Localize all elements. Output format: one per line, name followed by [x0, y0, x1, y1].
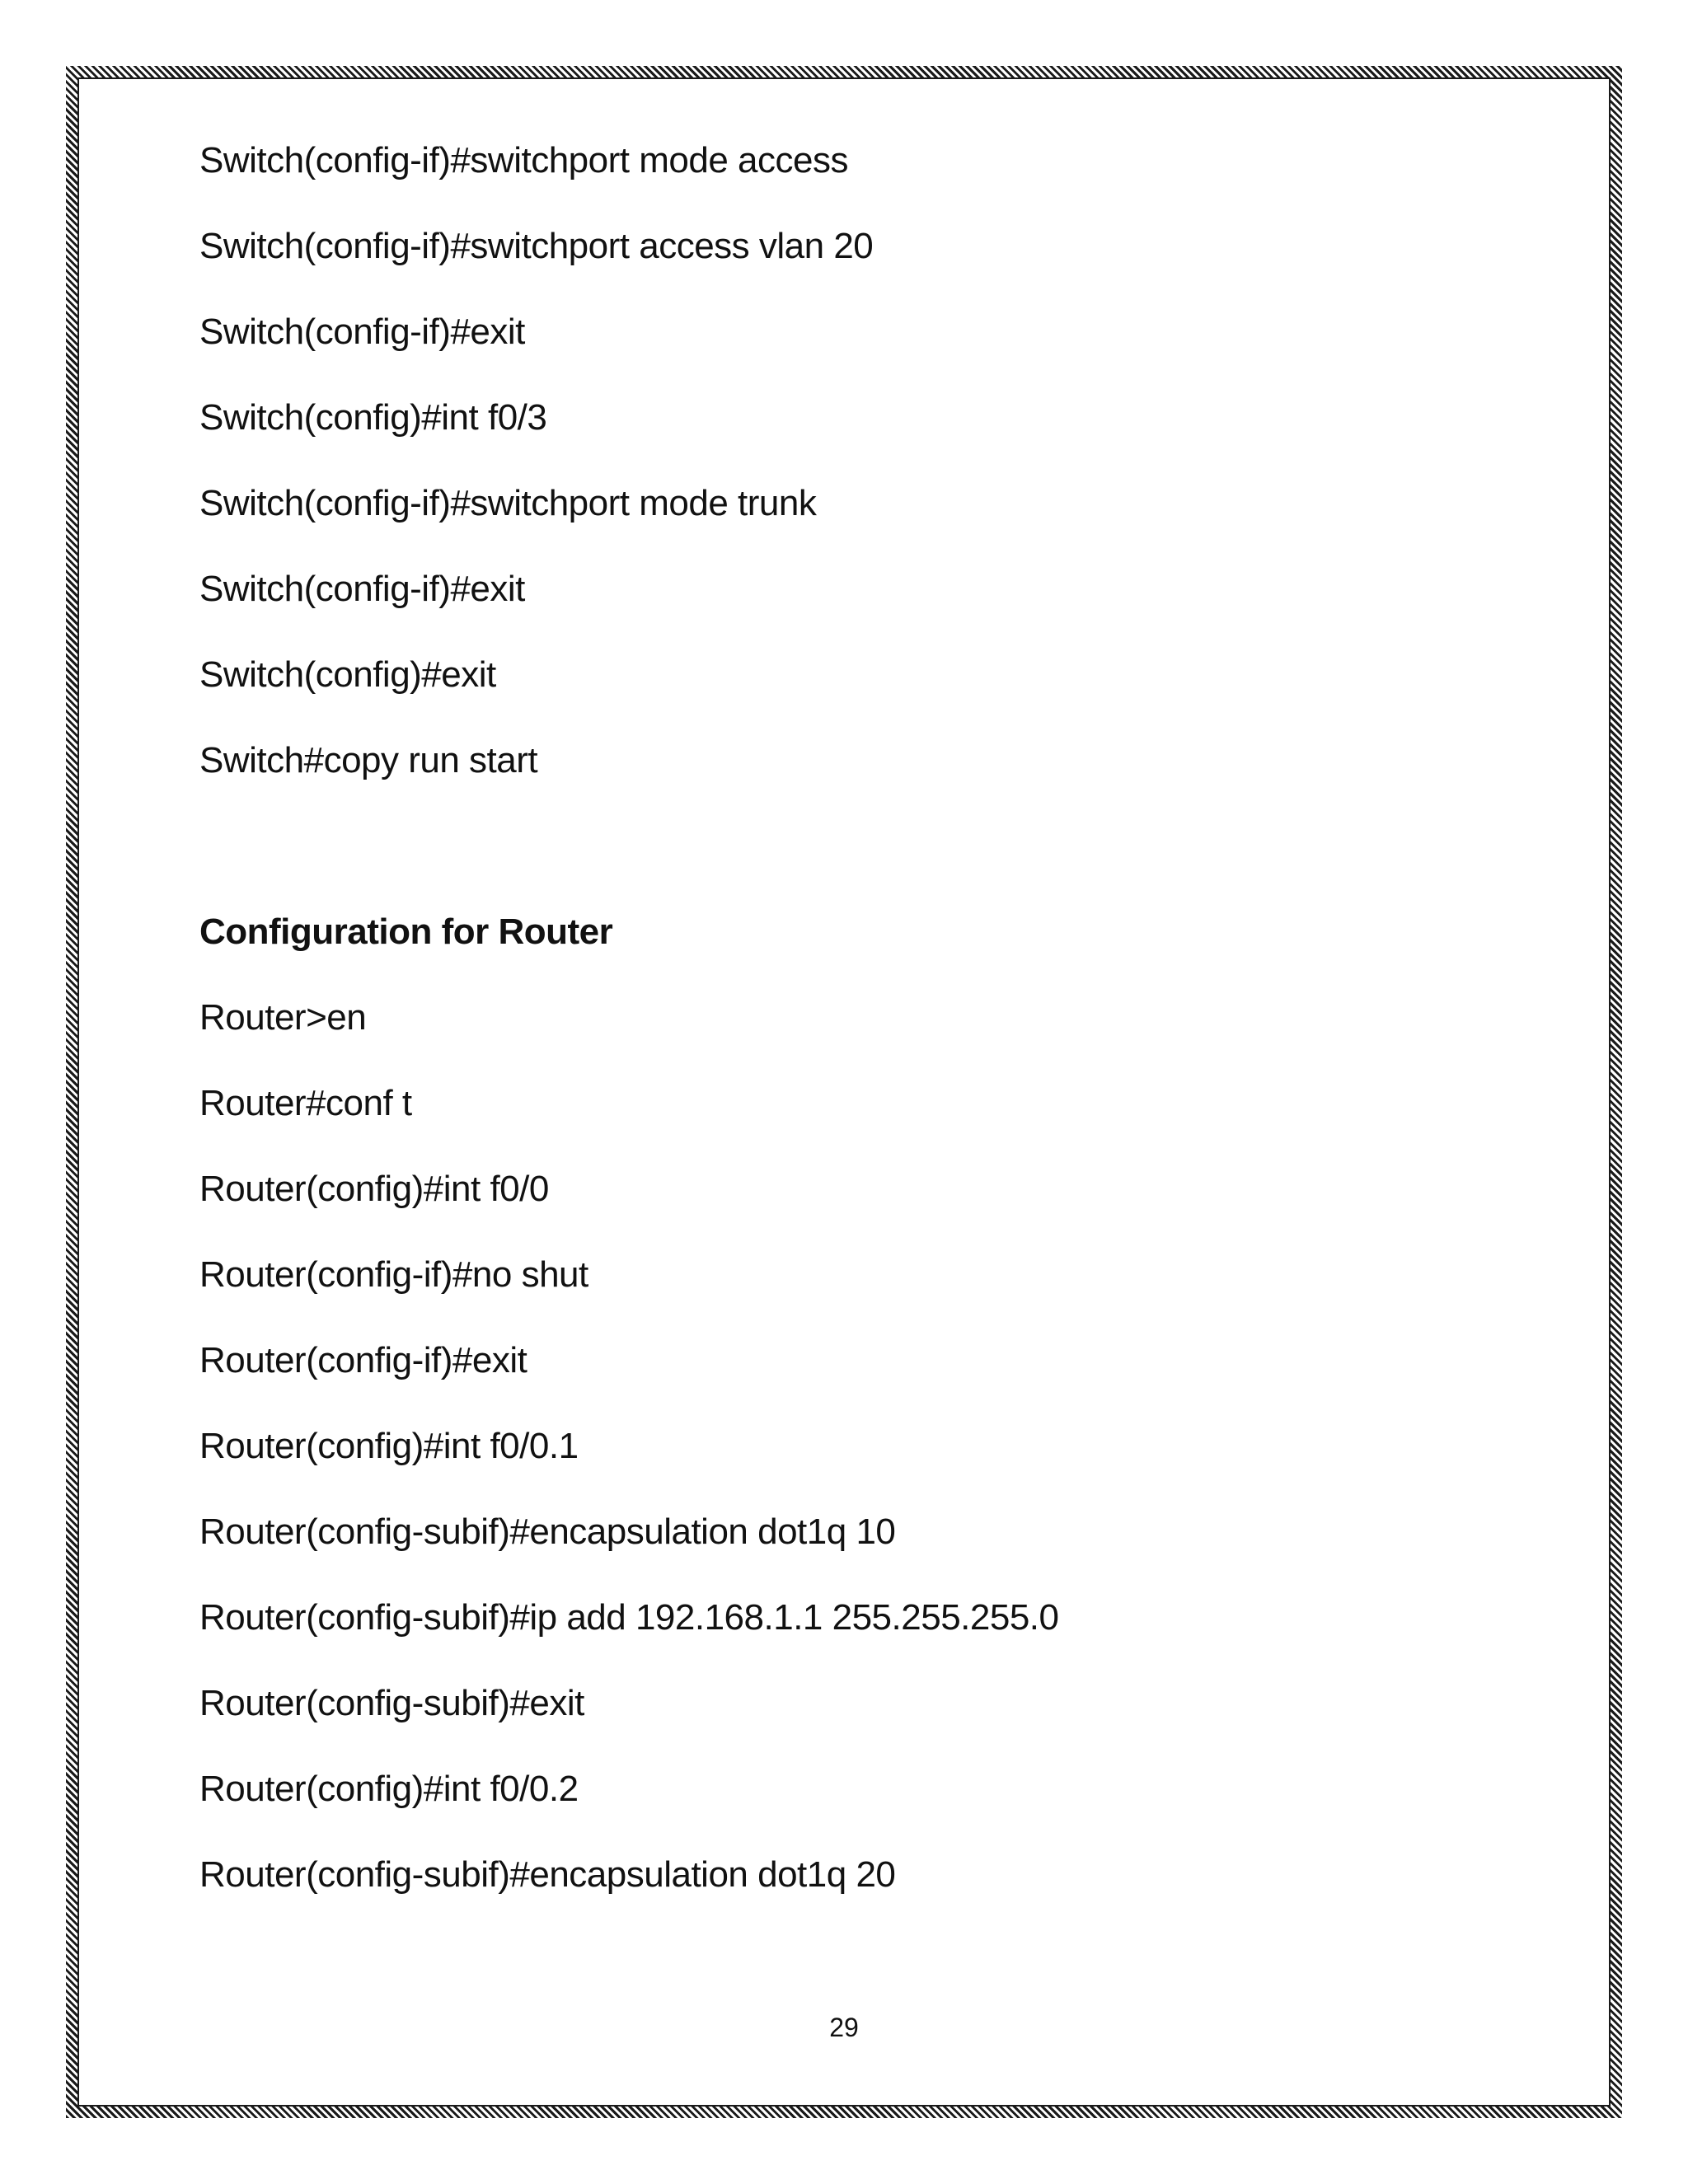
command-line: Router(config-subif)#encapsulation dot1q 10 [199, 1511, 896, 1552]
command-line: Switch(config-if)#exit [199, 312, 525, 352]
command-line: Router(config-if)#no shut [199, 1254, 588, 1295]
command-line: Switch(config-if)#switchport mode access [199, 140, 848, 180]
command-line: Router(config-subif)#ip add 192.168.1.1 255.255.255.0 [199, 1597, 1059, 1638]
command-line: Router(config-if)#exit [199, 1340, 528, 1380]
command-line: Switch(config-if)#switchport access vlan 20 [199, 226, 874, 266]
command-line: Switch#copy run start [199, 740, 538, 780]
command-line: Router(config-subif)#exit [199, 1683, 584, 1723]
command-line: Router(config)#int f0/0 [199, 1169, 549, 1209]
command-line: Switch(config-if)#switchport mode trunk [199, 483, 817, 523]
command-line: Router#conf t [199, 1083, 412, 1123]
page-number: 29 [829, 2013, 859, 2042]
command-line: Switch(config-if)#exit [199, 569, 525, 609]
command-line: Switch(config)#exit [199, 654, 496, 695]
section-heading: Configuration for Router [199, 912, 613, 952]
command-line: Router(config)#int f0/0.2 [199, 1769, 579, 1809]
command-line: Router(config)#int f0/0.1 [199, 1426, 579, 1466]
command-line: Router>en [199, 997, 367, 1038]
command-line: Switch(config)#int f0/3 [199, 397, 547, 438]
command-line: Router(config-subif)#encapsulation dot1q 20 [199, 1854, 896, 1895]
